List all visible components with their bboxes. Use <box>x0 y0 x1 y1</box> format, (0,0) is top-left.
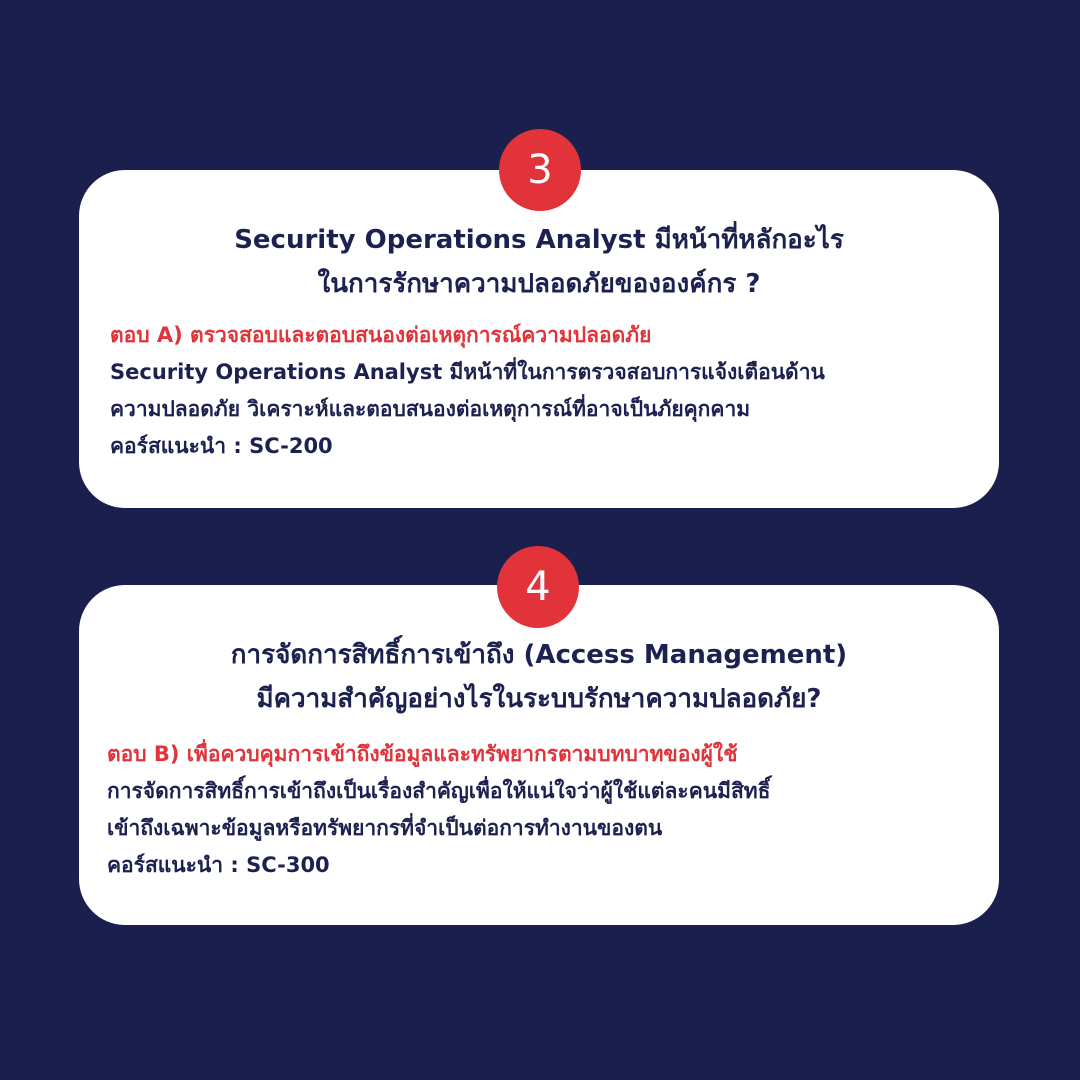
answer-label: ตอบ B) เพื่อควบคุมการเข้าถึงข้อมูลและทรัพยากรตามบทบาทของผู้ใช้ <box>107 742 738 766</box>
recommended-course: คอร์สแนะนำ : SC-300 <box>107 853 330 877</box>
question-card-4 <box>79 585 999 925</box>
explanation-line: เข้าถึงเฉพาะข้อมูลหรือทรัพยากรที่จำเป็นต่อการทำงานของตน <box>107 816 663 840</box>
question-line: Security Operations Analyst มีหน้าที่หลักอะไร <box>234 225 844 255</box>
question-number-badge: 3 <box>499 129 581 211</box>
explanation-line: Security Operations Analyst มีหน้าที่ในการตรวจสอบการแจ้งเตือนด้าน <box>110 360 825 384</box>
question-line: การจัดการสิทธิ์การเข้าถึง (Access Management) <box>230 640 848 670</box>
question-number-badge: 4 <box>497 546 579 628</box>
recommended-course: คอร์สแนะนำ : SC-200 <box>110 434 333 458</box>
answer-block <box>110 316 980 465</box>
question-text <box>79 218 999 306</box>
question-line: ในการรักษาความปลอดภัยขององค์กร ? <box>317 269 761 299</box>
answer-label: ตอบ A) ตรวจสอบและตอบสนองต่อเหตุการณ์ความปลอดภัย <box>110 323 652 347</box>
answer-block <box>107 735 977 884</box>
explanation-line: การจัดการสิทธิ์การเข้าถึงเป็นเรื่องสำคัญเพื่อให้แน่ใจว่าผู้ใช้แต่ละคนมีสิทธิ์ <box>107 779 771 803</box>
question-card-3 <box>79 170 999 508</box>
question-line: มีความสำคัญอย่างไรในระบบรักษาความปลอดภัย? <box>256 684 822 714</box>
explanation-line: ความปลอดภัย วิเคราะห์และตอบสนองต่อเหตุการณ์ที่อาจเป็นภัยคุกคาม <box>110 397 751 421</box>
question-text <box>79 633 999 721</box>
